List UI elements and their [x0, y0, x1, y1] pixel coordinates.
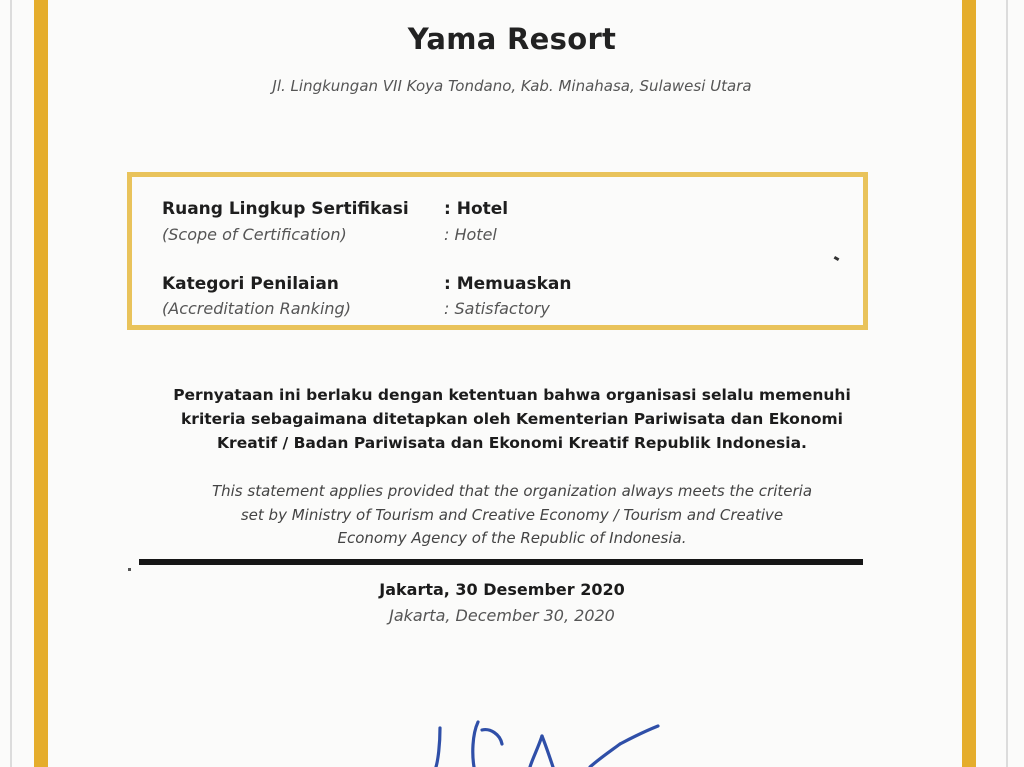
ranking-value-english: : Satisfactory	[444, 299, 550, 318]
scope-row	[162, 199, 508, 219]
page-edge-left	[10, 0, 12, 767]
ranking-label: Kategori Penilaian	[162, 274, 339, 294]
ranking-label-english: (Accreditation Ranking)	[162, 299, 351, 318]
scope-row-english	[162, 225, 497, 245]
statement-indonesian	[150, 383, 874, 455]
scan-dot	[128, 568, 131, 571]
statement-line: Pernyataan ini berlaku dengan ketentuan bahwa organisasi selalu memenuhi	[173, 386, 851, 404]
scope-value-english: : Hotel	[444, 225, 497, 244]
scan-speck	[834, 256, 840, 261]
certificate-holder-address: Jl. Lingkungan VII Koya Tondano, Kab. Minahasa, Sulawesi Utara	[272, 77, 752, 95]
gold-border-right	[962, 0, 976, 767]
issue-date-english: Jakarta, December 30, 2020	[389, 606, 615, 625]
ranking-value: : Memuaskan	[444, 274, 572, 294]
issue-date: Jakarta, 30 Desember 2020	[379, 580, 625, 599]
statement-line-english: set by Ministry of Tourism and Creative Economy / Tourism and Creative	[240, 505, 784, 524]
scope-label: Ruang Lingkup Sertifikasi	[162, 199, 409, 219]
scope-label-english: (Scope of Certification)	[162, 225, 347, 244]
page-edge-right	[1006, 0, 1008, 767]
certificate-holder-name: Yama Resort	[407, 22, 617, 56]
signature-image	[420, 700, 680, 767]
certification-details-box	[127, 172, 868, 330]
statement-line: Kreatif / Badan Pariwisata dan Ekonomi Kreatif Republik Indonesia.	[217, 434, 807, 452]
statement-line-english: This statement applies provided that the organization always meets the criteria	[211, 482, 813, 500]
statement-line: kriteria sebagaimana ditetapkan oleh Kementerian Pariwisata dan Ekonomi	[181, 410, 843, 428]
gold-border-left	[34, 0, 48, 767]
divider-rule	[139, 559, 863, 565]
scope-value: : Hotel	[444, 199, 509, 219]
statement-line-english: Economy Agency of the Republic of Indonesia.	[337, 529, 687, 547]
ranking-row	[162, 274, 571, 294]
ranking-row-english	[162, 299, 550, 319]
statement-english	[150, 480, 874, 551]
